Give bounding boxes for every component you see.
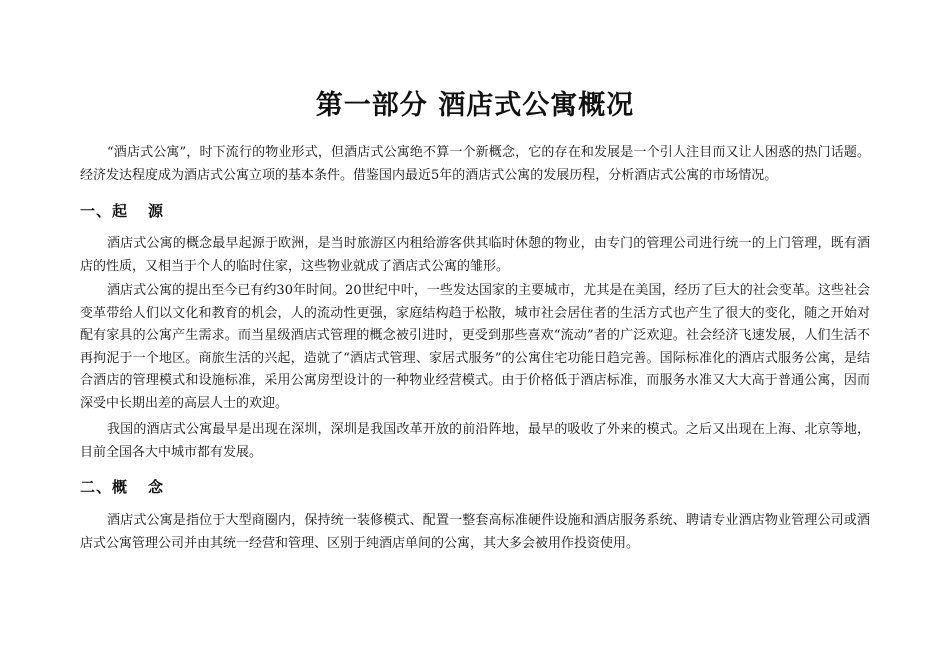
section-heading-origin-num: 一、起: [80, 202, 129, 220]
page-title: 第一部分 酒店式公寓概况: [315, 90, 635, 121]
section-heading-concept-num: 二、概: [80, 478, 129, 496]
document-page: [80, 0, 870, 672]
section-heading-concept: [80, 476, 870, 498]
origin-paragraph-1: 酒店式公寓的概念最早起源于欧洲，是当时旅游区内租给游客供其临时休憩的物业，由专门的管理公司进行统一的上门管理，既有酒店的性质，又相当于个人的临时住家，这些物业就成了酒店式公寓的雏形。: [80, 236, 870, 274]
origin-paragraph-2: 酒店式公寓的提出至今已有约30年时间。20世纪中叶，一些发达国家的主要城市，尤其是在美国，经历了巨大的社会变革。这些社会变革带给人们以文化和教育的机会，人的流动性更强，家庭结构趋于松散，城市社会居住者的生活方式也产生了很大的变化，随之开始对配有家具的公寓产生需求。而当星级酒店式管理的概念被引进时，更受到那些喜欢“流动”者的广泛欢迎。社会经济飞速发展，人们生活不再拘泥于一个地区。商旅生活的兴起，造就了“酒店式管理、家居式服务”的公寓住宅功能日趋完善。国际标准化的酒店式服务公寓，是结合酒店的管理模式和设施标准，采用公寓房型设计的一种物业经营模式。由于价格低于酒店标准，而服务水准又大大高于普通公寓，因而深受中长期出差的高层人士的欢迎。: [80, 283, 870, 411]
concept-paragraph-1: 酒店式公寓是指位于大型商圈内，保持统一装修模式、配置一整套高标准硬件设施和酒店服务系统、聘请专业酒店物业管理公司或酒店式公寓管理公司并由其统一经营和管理、区别于纯酒店单间的公寓，其大多会被用作投资使用。: [80, 513, 870, 551]
section-heading-concept-tail: 念: [148, 478, 165, 496]
intro-paragraph: “酒店式公寓”，时下流行的物业形式，但酒店式公寓绝不算一个新概念，它的存在和发展是一个引人注目而又让人困惑的热门话题。经济发达程度成为酒店式公寓立项的基本条件。借鉴国内最近5年的酒店式公寓的发展历程，分析酒店式公寓的市场情况。: [80, 145, 870, 183]
section-heading-origin: [80, 200, 870, 222]
section-heading-origin-tail: 源: [148, 202, 165, 220]
origin-paragraph-3: 我国的酒店式公寓最早是出现在深圳，深圳是我国改革开放的前沿阵地，最早的吸收了外来的模式。之后又出现在上海、北京等地，目前全国各大中城市都有发展。: [80, 422, 870, 460]
